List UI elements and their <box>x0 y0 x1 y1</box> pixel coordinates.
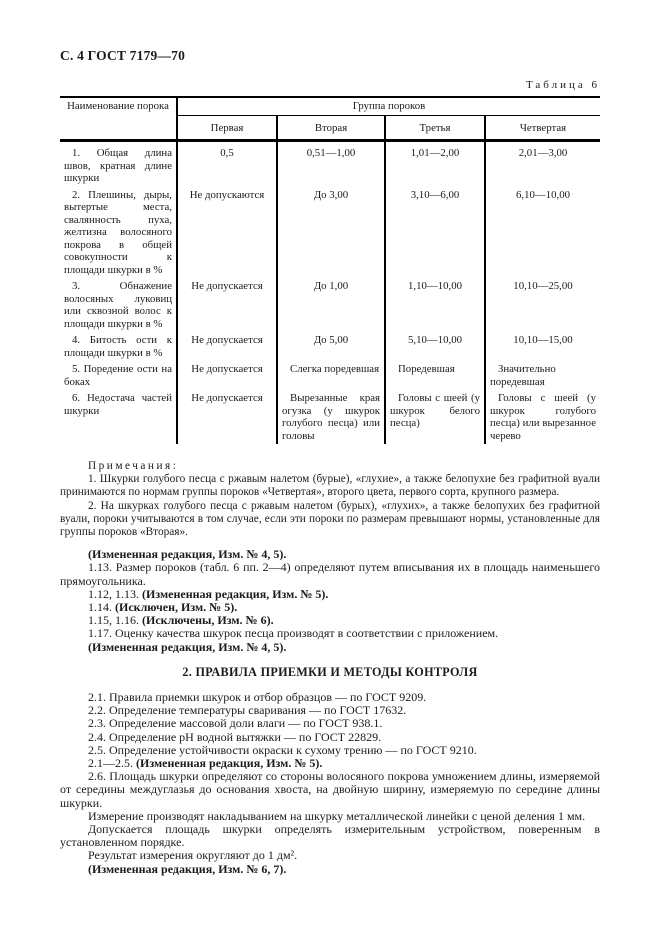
defect-value: Головы с шеей (у шкурок белого песца) <box>385 390 485 444</box>
clause: 1.14. (Исключен, Изм. № 5). <box>88 600 238 615</box>
defect-value: Не допускается <box>177 361 277 390</box>
defect-value: Не допускается <box>177 332 277 361</box>
clause: 2.5. Определение устойчивости окраски к сухому трению — по ГОСТ 9210. <box>88 742 477 757</box>
clause: Измерение производят накладыванием на шкурку металлической линейки с ценой деления 1 мм. <box>88 808 586 823</box>
column-header-defect-name: Наименование порока <box>60 97 177 141</box>
page-header: С. 4 ГОСТ 7179—70 <box>60 48 186 63</box>
defect-value: Слегка поредевшая <box>277 361 385 390</box>
defect-value: 10,10—25,00 <box>485 278 600 332</box>
section-2-title: 2. ПРАВИЛА ПРИЕМКИ И МЕТОДЫ КОНТРОЛЯ <box>182 664 478 679</box>
table-label: Таблица 6 <box>525 79 600 91</box>
defects-table <box>60 96 600 444</box>
table-row <box>60 332 600 361</box>
notes-block <box>60 460 600 539</box>
defect-value: 10,10—15,00 <box>485 332 600 361</box>
section-2 <box>60 666 600 876</box>
clause: 1.15, 1.16. (Исключены, Изм. № 6). <box>88 613 274 628</box>
defect-value: До 1,00 <box>277 278 385 332</box>
notes-label: Примечания: <box>88 460 179 472</box>
note-item: 1. Шкурки голубого песца с ржавым налетом (бурые), «глухие», а также белопухие без графитной вуали принимаются по нормам группы пороков «Четвертая», второго цвета, первого сорта, крупного размера. <box>60 473 600 499</box>
defect-name: 3. Обнажение волосяных луковиц или сквозной волос к площади шкурки в % <box>64 280 172 330</box>
defect-name: 2. Плешины, дыры, вытертые места, свалянность пуха, желтизна волосяного покрова в общей совокупности к площади шкурки в % <box>64 188 172 276</box>
column-header-group-3: Третья <box>385 115 485 141</box>
defect-value: 0,5 <box>177 141 277 187</box>
defect-name: 5. Поредение ости на боках <box>64 363 172 388</box>
column-header-group-2: Вторая <box>277 115 385 141</box>
clause: 2.4. Определение pH водной вытяжки — по ГОСТ 22829. <box>88 729 382 744</box>
clause: Результат измерения округляют до 1 дм². <box>88 848 298 863</box>
defect-value: 1,01—2,00 <box>385 141 485 187</box>
clause: 1.13. Размер пороков (табл. 6 пп. 2—4) определяют путем вписывания их в площадь наименьшего прямоугольника. <box>60 560 600 588</box>
clause: 1.12, 1.13. (Измененная редакция, Изм. № 5). <box>88 586 329 601</box>
section-1-clauses <box>60 548 600 654</box>
clause: 2.1—2.5. (Измененная редакция, Изм. № 5). <box>88 756 323 771</box>
defect-value: 6,10—10,00 <box>485 187 600 279</box>
defect-value: Не допускаются <box>177 187 277 279</box>
clause: (Измененная редакция, Изм. № 4, 5). <box>88 639 287 654</box>
column-header-defect-group: Группа пороков <box>177 97 600 115</box>
defect-value: Поредевшая <box>385 361 485 390</box>
clause: 2.1. Правила приемки шкурок и отбор образцов — по ГОСТ 9209. <box>88 690 427 705</box>
defect-value: До 5,00 <box>277 332 385 361</box>
clause: 2.2. Определение температуры сваривания — по ГОСТ 17632. <box>88 703 407 718</box>
defect-value: Вырезанные края огузка (у шкурок голубого песца) или головы <box>277 390 385 444</box>
column-header-group-1: Первая <box>177 115 277 141</box>
defect-name: 6. Недостача частей шкурки <box>64 392 172 417</box>
clause: (Измененная редакция, Изм. № 4, 5). <box>88 547 287 562</box>
table-row <box>60 187 600 279</box>
clause: 2.3. Определение массовой доли влаги — по ГОСТ 938.1. <box>88 716 383 731</box>
table-row <box>60 361 600 390</box>
defect-value: 5,10—10,00 <box>385 332 485 361</box>
defect-value: 0,51—1,00 <box>277 141 385 187</box>
table-row <box>60 278 600 332</box>
table-row <box>60 390 600 444</box>
defect-value: Головы с шеей (у шкурок голубого песца) или вырезанное черево <box>485 390 600 444</box>
defect-value: До 3,00 <box>277 187 385 279</box>
defect-value: Не допускается <box>177 278 277 332</box>
clause: 2.6. Площадь шкурки определяют со стороны волосяного покрова умножением длины, измеряемой от середины междуглазья до основания хвоста, на двойную ширину, измеряемую по середине длины шкурки. <box>60 769 600 810</box>
table-row <box>60 141 600 187</box>
defect-value: Не допускается <box>177 390 277 444</box>
defect-value: 2,01—3,00 <box>485 141 600 187</box>
column-header-group-4: Четвертая <box>485 115 600 141</box>
clause: 1.17. Оценку качества шкурок песца производят в соответствии с приложением. <box>88 626 499 641</box>
table-header-row-1 <box>60 97 600 115</box>
defect-name: 1. Общая длина швов, кратная длине шкурки <box>64 147 172 184</box>
defect-value: Значительно поредевшая <box>485 361 600 390</box>
defect-name: 4. Битость ости к площади шкурки в % <box>64 334 172 359</box>
defect-value: 3,10—6,00 <box>385 187 485 279</box>
defect-value: 1,10—10,00 <box>385 278 485 332</box>
clause: (Измененная редакция, Изм. № 6, 7). <box>88 861 287 876</box>
clause: Допускается площадь шкурки определять измерительным устройством, поверенным в установленном порядке. <box>60 822 600 850</box>
note-item: 2. На шкурках голубого песца с ржавым налетом (бурых), «глухих», а также белопухих без графитной вуали, пороки учитываются в том случае, если эти пороки по размерам превышают нормы, установленные для группы пороков «Вторая». <box>60 499 600 539</box>
